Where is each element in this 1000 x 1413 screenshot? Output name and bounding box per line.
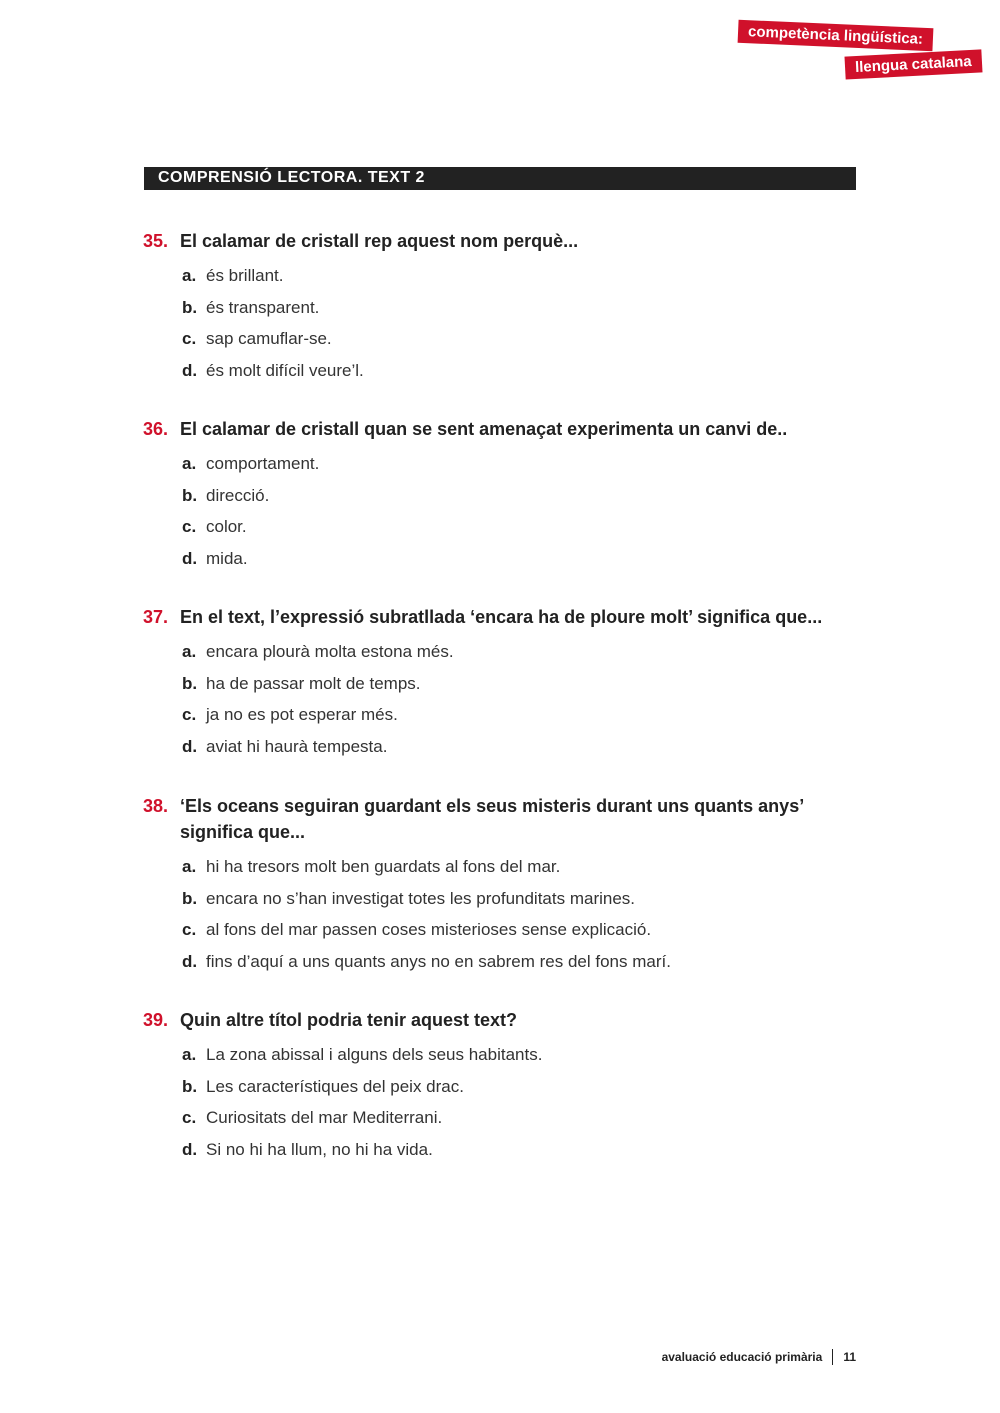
answer-option-c[interactable] <box>182 697 863 729</box>
question-35 <box>143 228 863 384</box>
option-letter: a. <box>182 1045 197 1064</box>
section-title: COMPRENSIÓ LECTORA. TEXT 2 <box>158 169 425 186</box>
option-letter: d. <box>182 1139 198 1159</box>
option-letter: d. <box>182 951 198 971</box>
answer-option-c[interactable] <box>182 321 863 353</box>
question-text: El calamar de cristall rep aquest nom perquè... <box>180 231 579 251</box>
option-text: fins d’aquí a uns quants anys no en sabrem res del fons marí. <box>206 951 671 971</box>
answer-option-b[interactable] <box>182 290 863 322</box>
option-text: és molt difícil veure’l. <box>206 360 364 380</box>
answer-option-d[interactable] <box>182 944 863 976</box>
answer-option-c[interactable] <box>182 1100 863 1132</box>
option-text: aviat hi haurà tempesta. <box>206 736 388 756</box>
option-text: Si no hi ha llum, no hi ha vida. <box>206 1139 433 1159</box>
option-text: Curiositats del mar Mediterrani. <box>206 1108 443 1127</box>
subject-tag-llengua: llengua catalana <box>844 49 982 79</box>
answer-option-a[interactable] <box>182 258 863 290</box>
question-text: ‘Els oceans seguiran guardant els seus misteris durant uns quants anys’ significa que... <box>180 796 804 842</box>
question-39 <box>143 1007 863 1163</box>
question-37 <box>143 604 863 760</box>
option-letter: a. <box>182 642 197 661</box>
option-letter: c. <box>182 1108 197 1127</box>
option-text: Les característiques del peix drac. <box>206 1076 464 1096</box>
answer-option-b[interactable] <box>182 478 863 510</box>
option-letter: b. <box>182 297 198 317</box>
answer-option-a[interactable] <box>182 446 863 478</box>
page-number: 11 <box>843 1350 856 1364</box>
option-letter: b. <box>182 485 198 505</box>
question-36 <box>143 416 863 572</box>
option-letter: a. <box>182 454 197 473</box>
option-letter: b. <box>182 673 198 693</box>
answer-option-a[interactable] <box>182 849 863 881</box>
option-text: és transparent. <box>206 297 320 317</box>
option-text: hi ha tresors molt ben guardats al fons del mar. <box>206 857 561 876</box>
option-text: encara no s’han investigat totes les profunditats marines. <box>206 888 636 908</box>
option-letter: d. <box>182 360 198 380</box>
option-letter: b. <box>182 888 198 908</box>
answer-option-c[interactable] <box>182 912 863 944</box>
answer-option-d[interactable] <box>182 541 863 573</box>
option-text: ja no es pot esperar més. <box>206 705 398 724</box>
option-letter: a. <box>182 857 197 876</box>
option-letter: d. <box>182 548 198 568</box>
option-letter: c. <box>182 329 197 348</box>
option-letter: c. <box>182 920 197 939</box>
answer-option-d[interactable] <box>182 1132 863 1164</box>
footer-divider <box>832 1349 833 1365</box>
answer-option-c[interactable] <box>182 509 863 541</box>
page-footer <box>662 1349 856 1365</box>
option-text: color. <box>206 517 247 536</box>
section-title-bar <box>144 167 856 190</box>
option-text: La zona abissal i alguns dels seus habitants. <box>206 1045 543 1064</box>
option-letter: a. <box>182 266 197 285</box>
question-number: 36. <box>143 419 169 439</box>
option-text: mida. <box>206 548 248 568</box>
option-text: comportament. <box>206 454 320 473</box>
answer-option-a[interactable] <box>182 1037 863 1069</box>
option-text: sap camuflar-se. <box>206 329 332 348</box>
option-text: al fons del mar passen coses misterioses sense explicació. <box>206 920 652 939</box>
question-38 <box>143 793 863 975</box>
option-text: ha de passar molt de temps. <box>206 673 421 693</box>
question-number: 37. <box>143 607 169 627</box>
subject-tag-competencia: competència lingüística: <box>738 20 934 51</box>
option-text: encara plourà molta estona més. <box>206 642 454 661</box>
answer-option-b[interactable] <box>182 666 863 698</box>
answer-option-d[interactable] <box>182 729 863 761</box>
option-letter: b. <box>182 1076 198 1096</box>
option-letter: d. <box>182 736 198 756</box>
question-number: 35. <box>143 231 169 251</box>
footer-text: avaluació educació primària <box>661 1350 823 1364</box>
answer-option-b[interactable] <box>182 1069 863 1101</box>
question-number: 39. <box>143 1010 169 1030</box>
option-letter: c. <box>182 517 197 536</box>
option-letter: c. <box>182 705 197 724</box>
option-text: és brillant. <box>206 266 284 285</box>
answer-option-d[interactable] <box>182 353 863 385</box>
answer-option-b[interactable] <box>182 881 863 913</box>
answer-option-a[interactable] <box>182 634 863 666</box>
question-number: 38. <box>143 796 169 816</box>
question-text: En el text, l’expressió subratllada ‘encara ha de ploure molt’ significa que... <box>180 607 823 627</box>
question-text: Quin altre títol podria tenir aquest text? <box>180 1010 518 1030</box>
option-text: direcció. <box>206 485 270 505</box>
question-text: El calamar de cristall quan se sent amenaçat experimenta un canvi de.. <box>180 419 788 439</box>
